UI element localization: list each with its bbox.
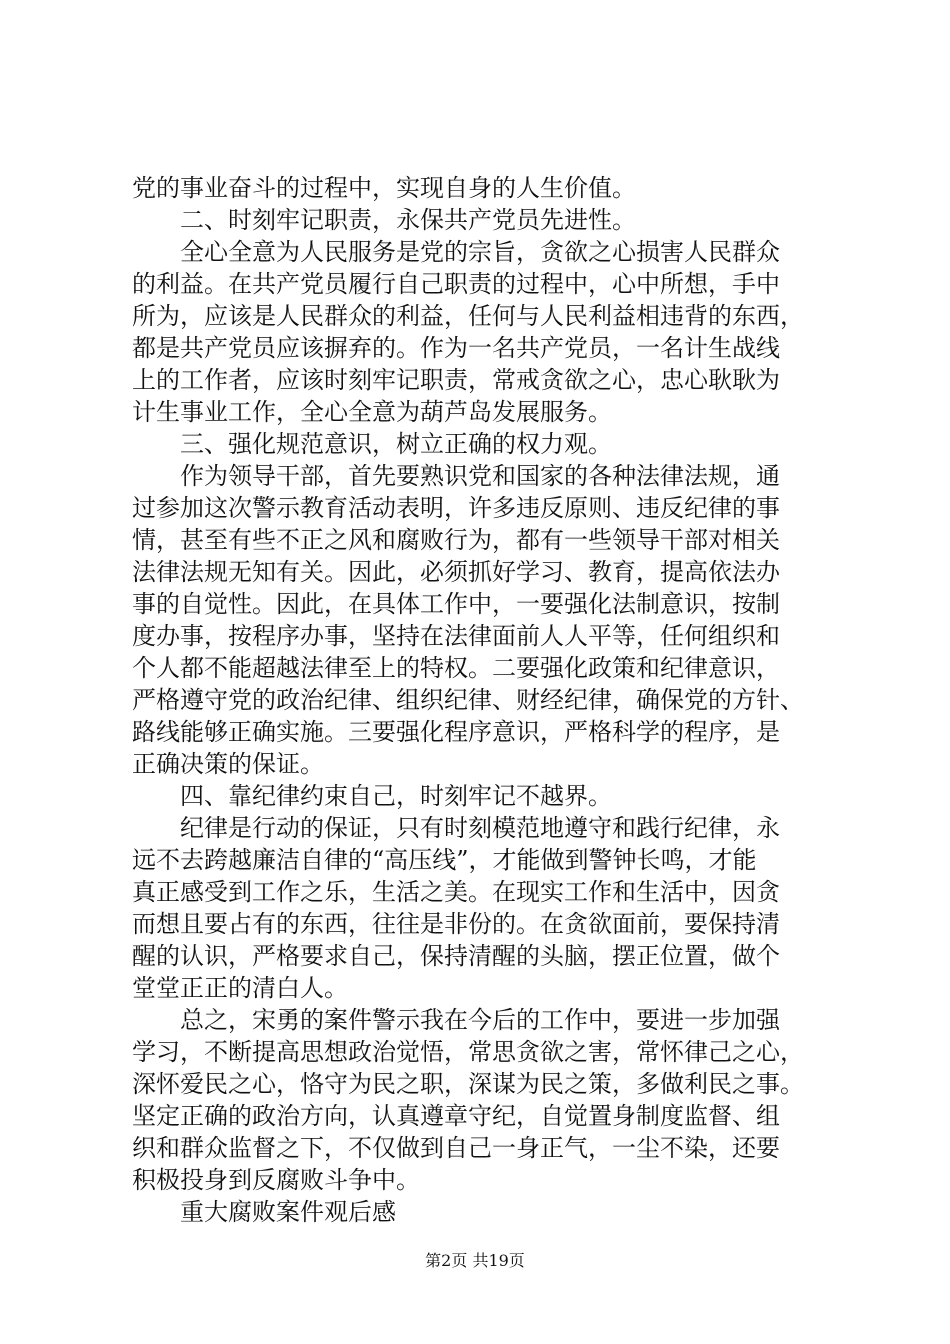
text-line: 总之，宋勇的案件警示我在今后的工作中，要进一步加强	[180, 1006, 780, 1034]
text-line: 正确决策的保证。	[132, 750, 324, 778]
text-line: 醒的认识，严格要求自己，保持清醒的头脑，摆正位置，做个	[132, 942, 780, 970]
section-heading: 四、靠纪律约束自己，时刻牢记不越界。	[180, 782, 612, 810]
text-line: 路线能够正确实施。三要强化程序意识，严格科学的程序，是	[132, 718, 780, 746]
section-heading: 三、强化规范意识，树立正确的权力观。	[180, 430, 612, 458]
text-line: 远不去跨越廉洁自律的“高压线”，才能做到警钟长鸣，才能	[132, 846, 757, 874]
text-line: 党的事业奋斗的过程中，实现自身的人生价值。	[132, 174, 636, 202]
text-line: 严格遵守党的政治纪律、组织纪律、财经纪律，确保党的方针、	[132, 686, 804, 714]
text-line: 度办事，按程序办事，坚持在法律面前人人平等，任何组织和	[132, 622, 780, 650]
text-line: 织和群众监督之下，不仅做到自己一身正气，一尘不染，还要	[132, 1134, 780, 1162]
text-line: 纪律是行动的保证，只有时刻模范地遵守和践行纪律，永	[180, 814, 780, 842]
text-line: 都是共产党员应该摒弃的。作为一名共产党员，一名计生战线	[132, 334, 780, 362]
text-line: 真正感受到工作之乐，生活之美。在现实工作和生活中，因贪	[132, 878, 780, 906]
text-line: 深怀爱民之心，恪守为民之职，深谋为民之策，多做利民之事。	[132, 1070, 804, 1098]
text-line: 事的自觉性。因此，在具体工作中，一要强化法制意识，按制	[132, 590, 780, 618]
text-line: 坚定正确的政治方向，认真遵章守纪，自觉置身制度监督、组	[132, 1102, 780, 1130]
text-line: 情，甚至有些不正之风和腐败行为，都有一些领导干部对相关	[132, 526, 780, 554]
text-line: 的利益。在共产党员履行自己职责的过程中，心中所想，手中	[132, 270, 780, 298]
text-line: 全心全意为人民服务是党的宗旨，贪欲之心损害人民群众	[180, 238, 780, 266]
section-heading: 二、时刻牢记职责，永保共产党员先进性。	[180, 206, 636, 234]
text-line: 而想且要占有的东西，往往是非份的。在贪欲面前，要保持清	[132, 910, 780, 938]
text-line: 所为，应该是人民群众的利益，任何与人民利益相违背的东西，	[132, 302, 804, 330]
text-line: 作为领导干部，首先要熟识党和国家的各种法律法规，通	[180, 462, 780, 490]
document-title: 重大腐败案件观后感	[180, 1198, 396, 1226]
text-line: 计生事业工作，全心全意为葫芦岛发展服务。	[132, 398, 612, 426]
text-line: 过参加这次警示教育活动表明，许多违反原则、违反纪律的事	[132, 494, 780, 522]
text-line: 个人都不能超越法律至上的特权。二要强化政策和纪律意识，	[132, 654, 780, 682]
text-line: 积极投身到反腐败斗争中。	[132, 1166, 420, 1194]
text-line: 堂堂正正的清白人。	[132, 974, 348, 1002]
page-number-footer: 第2页 共19页	[425, 1251, 525, 1270]
text-line: 上的工作者，应该时刻牢记职责，常戒贪欲之心，忠心耿耿为	[132, 366, 780, 394]
text-line: 学习，不断提高思想政治觉悟，常思贪欲之害，常怀律己之心，	[132, 1038, 804, 1066]
text-line: 法律法规无知有关。因此，必须抓好学习、教育，提高依法办	[132, 558, 780, 586]
